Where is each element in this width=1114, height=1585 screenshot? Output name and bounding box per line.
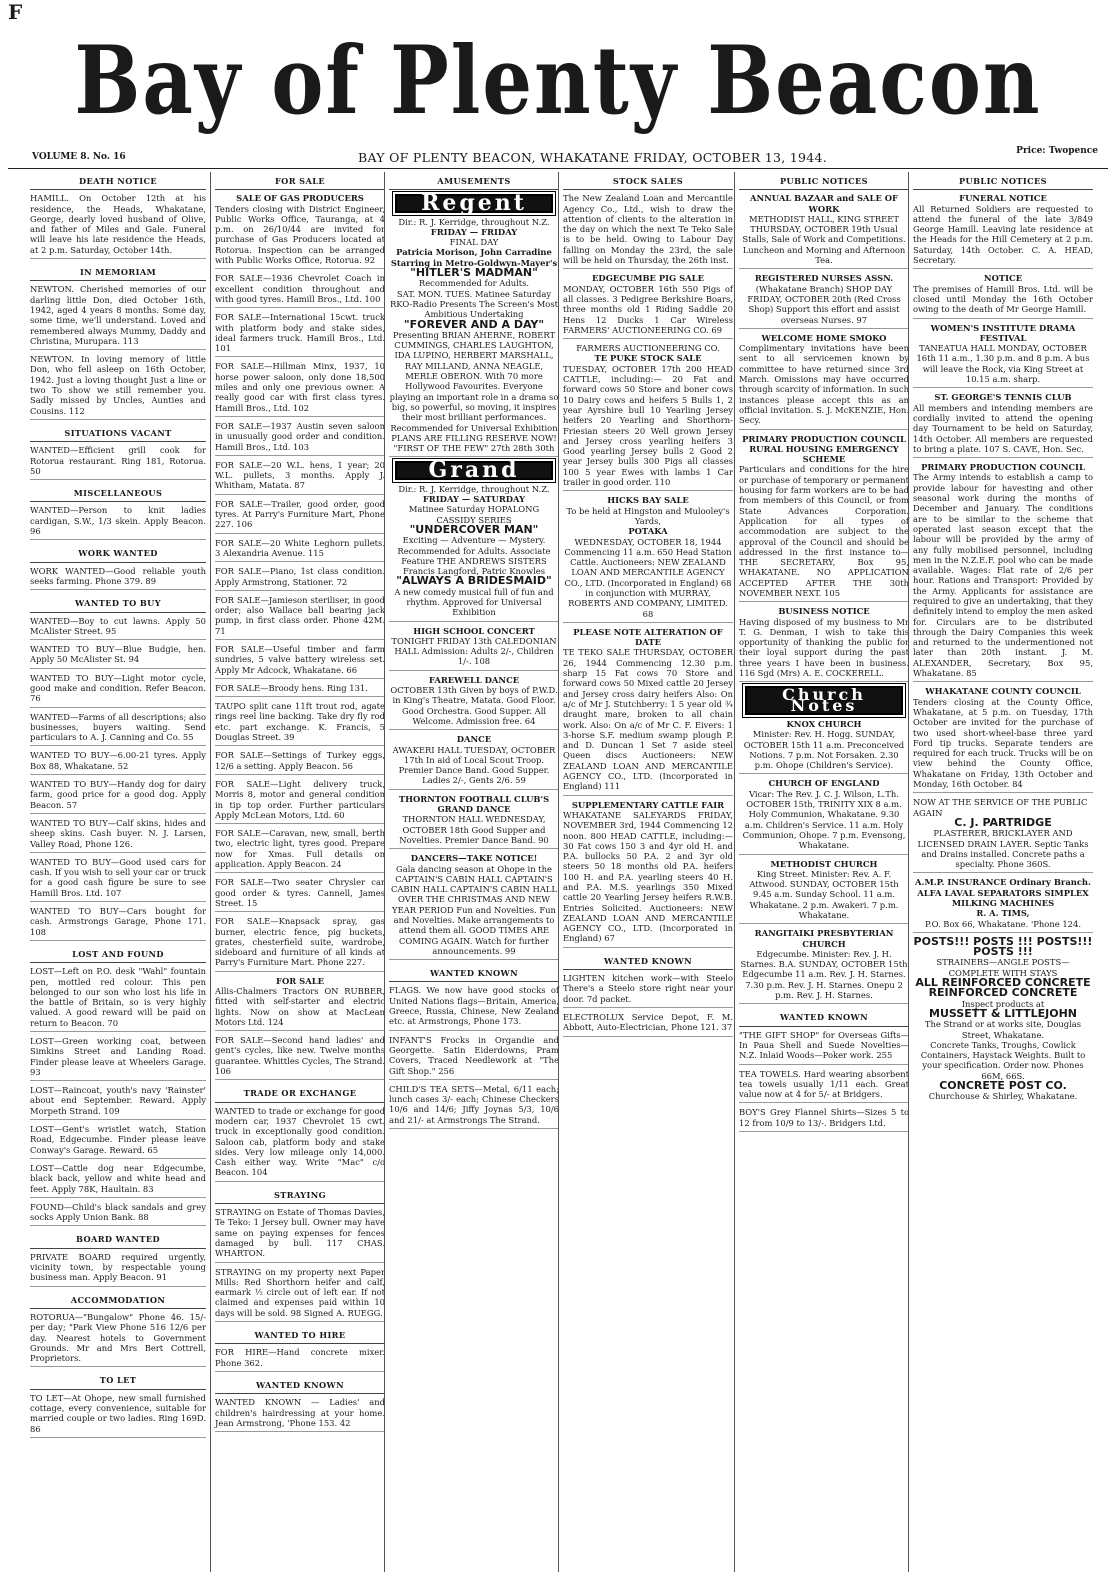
classified-item: FOR SALE—Piano, 1st class condition. Apply Armstrong, Stationer. 72: [215, 566, 385, 591]
sub-heading: WHAKATANE COUNTY COUNCIL: [925, 686, 1081, 697]
classified-item: "THE GIFT SHOP" for Overseas Gifts—In Paua Shell and Suede Novelties—N.Z. Inlaid Woods—Poker work. 255: [739, 1030, 909, 1065]
sub-heading: FAREWELL DANCE: [428, 674, 520, 685]
classified-item: FOR SALE—Jamieson steriliser, in good order; also Wallace ball bearing jack pump, in first class order. Phone 42M. 71: [215, 595, 385, 640]
church-notes-logo: Church Notes: [745, 686, 903, 715]
event-notice: THORNTON HALL WEDNESDAY, OCTOBER 18th Good Supper and Novelties. Premier Dance Band. 90: [389, 814, 559, 849]
advert-name: R. A. TIMS,: [976, 908, 1030, 919]
stock-notice: The New Zealand Loan and Mercantile Agency Co., Ltd., wish to draw the attention of clients to the alteration in the day on which the next Te Teko Sale is to be held. Owing to Labour Day falling on Monday the 23rd, the sale will be held on Thursday, the 26th inst.: [563, 193, 733, 269]
section-heading: PUBLIC NOTICES: [913, 172, 1093, 190]
classified-item: LOST—Left on P.O. desk "Wahl" fountain pen, mottled red colour. This pen belonged to our son who lost his life in the battle of Britain, so is very highly valued. A good reward will be paid on return to Beacon. 70: [30, 966, 206, 1032]
sub-heading: HICKS BAY SALE: [607, 495, 689, 506]
classified-item: TO LET—At Ohope, new small furnished cottage, every convenience, suitable for married couple or two ladies. Ring 169D. 86: [30, 1393, 206, 1438]
column-2: [210, 172, 389, 1572]
section-heading: WANTED TO BUY: [30, 594, 206, 612]
section-heading: MISCELLANEOUS: [30, 484, 206, 502]
film-title: "UNDERCOVER MAN": [409, 522, 539, 536]
sub-heading: DANCE: [456, 734, 492, 745]
sub-heading: FUNERAL NOTICE: [959, 193, 1047, 204]
sub-heading: HIGH SCHOOL CONCERT: [413, 625, 535, 636]
classified-item: WANTED—Efficient grill cook for Rotorua restaurant. Ring 181, Rotorua. 50: [30, 445, 206, 480]
classified-item: FOR SALE—Caravan, new, small, berth two, electric light, tyres good. Prepare now for Xmas. Full details on application. Apply Beacon. 24: [215, 828, 385, 873]
column-6: [908, 172, 1097, 1572]
event-notice: TONIGHT FRIDAY 13th CALEDONIAN HALL Admission: Adults 2/-, Children 1/-. 108: [389, 636, 559, 671]
issue-date: BAY OF PLENTY BEACON, WHAKATANE FRIDAY, OCTOBER 13, 1944.: [358, 150, 828, 165]
church-notice: Minister: Rev. H. Hogg. SUNDAY, OCTOBER 15th 11 a.m. Preconceived Notions. 7 p.m. Not Forsaken. 2.30 p.m. Ohope (Children's Service).: [739, 729, 909, 774]
section-heading: WANTED KNOWN: [215, 1376, 385, 1394]
cinema-days: FRIDAY — SATURDAY: [422, 494, 526, 505]
classified-item: FOR SALE—Second hand ladies' and gent's cycles, like new. Twelve months guarantee. Whittles Cycles, The Strand. 106: [215, 1035, 385, 1080]
sub-heading: FOR SALE: [276, 975, 324, 986]
section-heading: WANTED KNOWN: [389, 964, 559, 982]
public-notice: Particulars and conditions for the hire or purchase of temporary or permanent housing for farm workers are to be had from members of this Council, or from State Advances Corporation. Application for all types of accommodation are subject to the approval of the Council and should be addressed in the first instance to— THE SECRETARY, Box 95, WHAKATANE. NO APPLICATION ACCEPTED AFTER THE 30th NOVEMBER NEXT. 105: [739, 464, 909, 602]
church-notice: King Street. Minister: Rev. A. F. Attwood. SUNDAY, OCTOBER 15th 9.45 a.m. Sunday School. 11 a.m. Whakatane. 2 p.m. Awakeri. 7 p.m. Whakatane.: [739, 869, 909, 924]
classified-item: TEA TOWELS. Hard wearing absorbent tea towels usually 1/11 each. Great value now at 4 for 5/- at Bridgers.: [739, 1069, 909, 1104]
classified-item: FOR SALE—20 White Leghorn pullets. 3 Alexandria Avenue. 115: [215, 538, 385, 563]
stock-notice: To be held at Hingston and Mulooley's Yards,: [566, 505, 730, 526]
classified-item: FOR SALE—Useful timber and farm sundries, 5 valve battery wireless set. Apply Mr Adcock, Whakatane. 66: [215, 644, 385, 679]
public-notice: METHODIST HALL, KING STREET THURSDAY, OCTOBER 19th Usual Stalls, Sale of Work and Competitions. Luncheon and Morning and Afternoon Tea.: [739, 214, 909, 269]
sub-heading: WELCOME HOME SMOKO: [761, 332, 887, 343]
stock-notice: MONDAY, OCTOBER 16th 550 Pigs of all classes. 3 Pedigree Berkshire Boars, three months old 1 Riding Saddle 20 Hens 12 Ducks 1 Car Wireless FARMERS' AUCTIONEERING CO. 69: [563, 284, 733, 339]
film-title: "ALWAYS A BRIDESMAID": [396, 574, 552, 588]
event-notice: AWAKERI HALL TUESDAY, OCTOBER 17th In aid of Local Scout Troop. Premier Dance Band. Good Supper. Ladies 2/-, Gents 2/6. 59: [389, 745, 559, 790]
classified-item: LOST—Green working coat, between Simkins Street and Landing Road. Finder please leave at Wheelers Garage. 93: [30, 1036, 206, 1081]
cinema-director: Dir.: R. J. Kerridge, throughout N.Z.: [398, 483, 550, 494]
memoriam-item: NEWTON. In loving memory of little Don, who fell asleep on 16th October, 1942. Just a loving thought Just a line or two To show we still remember you. Sadly missed by Uncles, Aunties and Cousins. 112: [30, 354, 206, 420]
advert-headline: ALL REINFORCED CONCRETE REINFORCED CONCRETE: [915, 976, 1091, 1000]
advert-text: The Strand or at works site, Douglas Street, Whakatane.: [924, 1019, 1082, 1040]
event-notice: OCTOBER 13th Given by boys of P.W.D. in King's Theatre, Matata. Good Floor. Good Orchestra. Good Supper. All Welcome. Admission free. 64: [389, 685, 559, 730]
classified-item: STRAYING on Estate of Thomas Davies, Te Teko: 1 Jersey bull. Owner may have same on paying expenses for fences damaged by bull. 117 CHAS. WHARTON.: [215, 1207, 385, 1262]
dateline-bar: [8, 146, 1108, 169]
memoriam-item: NEWTON. Cherished memories of our darling little Don, died October 16th, 1942, aged 4 years 8 months. Some day, some time, we'll understand. Loved and remembered always Mummy, Daddy and Christina, Murupara. 113: [30, 284, 206, 350]
section-heading: WANTED KNOWN: [739, 1008, 909, 1026]
classified-item: PRIVATE BOARD required urgently, vicinity town, by respectable young business man. Apply Beacon. 91: [30, 1252, 206, 1287]
event-notice: Gala dancing season at Ohope in the CAPTAIN'S CABIN HALL CAPTAIN'S CABIN HALL CAPTAIN'S CABIN HALL OVER THE CHRISTMAS AND NEW YEAR PERIOD Fun and Novelties. Fun and Novelties. Make arrangements to attend them all. GOOD TIMES ARE COMING AGAIN. Watch for further announcements. 99: [389, 864, 559, 961]
column-3: [384, 172, 563, 1572]
classified-item: BOY'S Grey Flannel Shirts—Sizes 5 to 12 from 10/9 to 13/-. Bridgers Ltd.: [739, 1107, 909, 1132]
classified-item: FOR HIRE—Hand concrete mixer. Phone 362.: [215, 1347, 385, 1372]
sub-heading: METHODIST CHURCH: [770, 858, 878, 869]
advert-text: NOW AT THE SERVICE OF THE PUBLIC AGAIN: [913, 797, 1088, 818]
classified-item: FOR SALE—1937 Austin seven saloon in unusually good order and condition. Hamill Bros., Ltd. 103: [215, 421, 385, 456]
stock-notice: FARMERS AUCTIONEERING CO.: [576, 343, 720, 354]
classified-item: Tenders closing with District Engineer, Public Works Office, Tauranga, at 4 p.m. on 26/10/44 are invited for purchase of Gas Producers located at Rotorua. Inspection can be arranged with Public Works Office, Rotorua. 92: [215, 204, 385, 270]
price: Price: Twopence: [1016, 146, 1098, 156]
section-heading: TO LET: [30, 1371, 206, 1389]
classified-item: LIGHTEN kitchen work—with Steelo There's a Steelo store right near your door. 7d packet.: [563, 973, 733, 1008]
column-1: [30, 172, 210, 1572]
advert-text: A.M.P. INSURANCE Ordinary Branch. ALFA LAVAL SEPARATORS SIMPLEX MILKING MACHINES: [915, 877, 1091, 908]
public-notice: TANEATUA HALL MONDAY, OCTOBER 16th 11 a.m., 1.30 p.m. and 8 p.m. A bus will leave the Rock, via King Street at 10.15 a.m. sharp.: [913, 343, 1093, 388]
cinema-days: FRIDAY — FRIDAY: [430, 226, 518, 237]
classified-item: FOR SALE—1936 Chevrolet Coach in excellent condition throughout and with good tyres. Hamill Bros., Ltd. 100: [215, 273, 385, 308]
stock-notice: TE TEKO SALE THURSDAY, OCTOBER 26, 1944 Commencing 12.30 p.m. sharp 15 Fat cows 70 Store and forward cows 50 Mixed cattle 20 Jersey and Jersey cross dairy heifers Also: On a/c of Mr J. Stutchberry: 1 5 year old ¾ draught mare, broken to all chain work. Also: On a/c of Mr C. F. Eivers: 1 3-horse S.F. medium swamp plough P. and D. Duncan 1 Set 7 aside steel Queen discs Auctioneers: NEW ZEALAND LOAN AND MERCANTILE AGENCY CO., LTD. (Incorporated in England) 111: [563, 647, 733, 795]
sub-heading: THORNTON FOOTBALL CLUB'S GRAND DANCE: [398, 793, 550, 815]
classified-item: LOST—Cattle dog near Edgecumbe, black back, yellow and white head and feet. Apply 78K, Haultain. 83: [30, 1163, 206, 1198]
sub-heading: CHURCH OF ENGLAND: [768, 778, 880, 789]
section-heading: IN MEMORIAM: [30, 263, 206, 281]
cinema-text: Recommended for Universal Exhibition: [390, 422, 558, 433]
classified-item: WANTED TO BUY—Cars bought for cash. Armstrongs Garage, Phone 171. 108: [30, 906, 206, 941]
death-notice: HAMILL. On October 12th at his residence, the Heads, Whakatane, George, dearly loved husband of Olive, and father of Miles and Gale. Funeral will leave his late residence the Heads, at 2 p.m. Saturday, October 14th.: [30, 193, 206, 259]
masthead: [8, 22, 1108, 152]
section-heading: DEATH NOTICE: [30, 172, 206, 190]
classified-item: WANTED TO BUY—Calf skins, hides and sheep skins. Cash buyer. N. J. Larsen, Valley Road, Phone 126.: [30, 818, 206, 853]
section-heading: FOR SALE: [215, 172, 385, 190]
regent-logo: Regent: [395, 194, 553, 212]
classified-item: FOR SALE—International 15cwt. truck with platform body and stake sides, ideal farmers truck. Hamill Bros., Ltd. 101: [215, 312, 385, 357]
classified-item: LOST—Raincoat, youth's navy 'Rainster' about end September. Reward. Apply Morpeth Strand. 109: [30, 1085, 206, 1120]
section-heading: AMUSEMENTS: [389, 172, 559, 190]
section-heading: STRAYING: [215, 1186, 385, 1204]
advert-text: PLASTERER, BRICKLAYER AND LICENSED DRAIN LAYER. Septic Tanks and Drains installed. Concrete paths a specialty. Phone 360S.: [913, 828, 1093, 873]
section-heading: TRADE OR EXCHANGE: [215, 1084, 385, 1102]
sub-heading: PLEASE NOTE ALTERATION OF DATE: [573, 626, 723, 648]
classified-item: WANTED KNOWN — Ladies' and children's hairdressing at your home. Jean Armstrong, 'Phone 153. 42: [215, 1397, 385, 1432]
classified-item: WANTED—Farms of all descriptions; also businesses, buyers waiting. Send particulars to A. J. Canning and Co. 55: [30, 712, 206, 747]
advert-text: Concrete Tanks, Troughs, Cowlick Containers, Haystack Weights. Built to your specification. Order now. Phones 66M, 66S.: [920, 1039, 1086, 1081]
classified-item: FOR SALE—Two seater Chrysler car good order & tyres. Cannell, James Street. 15: [215, 877, 385, 912]
cinema-text: FINAL DAY: [449, 237, 499, 248]
sub-heading: PRIMARY PRODUCTION COUNCIL: [921, 462, 1085, 473]
cinema-text: PLANS ARE FILLING RESERVE NOW! "FIRST OF THE FEW" 27th 28th 30th: [389, 433, 559, 458]
classified-item: FOR SALE—Knapsack spray, gas burner, electric fence, pig buckets, grates, chesterfield suite, wardrobe, sideboard and furniture of all kinds at Parry's Furniture Mart. Phone 227.: [215, 916, 385, 971]
advert-text: Churchouse & Shirley, Whakatane.: [928, 1091, 1078, 1102]
church-notice: Vicar: The Rev. J. C. J. Wilson, L.Th. OCTOBER 15th, TRINITY XIX 8 a.m. Holy Communion, Whakatane. 9.30 a.m. Children's Service. 11 a.m. Holy Communion, Ohope. 7 p.m. Evensong, Whakatane.: [739, 789, 909, 855]
classified-item: FOR SALE—Broody hens. Ring 131.: [215, 683, 385, 697]
public-notice: All Returned Soldiers are requested to attend the funeral of the late 3/849 George Hamill. Leaving late residence at the Heads for the Hill Cemetery at 2 p.m. Saturday, 14th October. C. A. HEAD, Secretary.: [913, 204, 1093, 270]
sub-heading: WOMEN'S INSTITUTE DRAMA FESTIVAL: [930, 322, 1076, 343]
sub-heading: SUPPLEMENTARY CATTLE FAIR: [571, 799, 725, 810]
public-notice: (Whakatane Branch) SHOP DAY FRIDAY, OCTOBER 20th (Red Cross Shop) Support this effort and assist overseas Nurses. 97: [739, 284, 909, 329]
section-heading: LOST AND FOUND: [30, 945, 206, 963]
public-notice: Having disposed of my business to Mr T. G. Denman, I wish to take this opportunity of thanking the public for their loyal support during the past three years I have been in business. 116 Sgd (Mrs) A. E. COCKERELL.: [739, 617, 909, 683]
public-notice: The premises of Hamill Bros. Ltd. will be closed until Monday the 16th October owing to the death of Mr George Hamill.: [913, 284, 1093, 319]
classified-item: STRAYING on my property next Paper Mills: Red Shorthorn heifer and calf, earmark ½ circle out of left ear. If not claimed and expenses paid within 10 days will be sold. 98 Signed A. RUEGG.: [215, 1267, 385, 1322]
sub-heading: DANCERS—TAKE NOTICE!: [410, 853, 538, 864]
sub-heading: REGISTERED NURSES ASSN.: [754, 273, 894, 284]
classified-item: WANTED TO BUY—Good used cars for cash. If you wish to sell your car or truck for a good cash figure be sure to see Hamill Bros. Ltd. 107: [30, 857, 206, 902]
public-notice: Tenders closing at the County Office, Whakatane, at 5 p.m. on Tuesday, 17th October are invited for the purchase of two used short-wheel-base three yard Ford tip trucks. Separate tenders are required for each truck. Trucks will be on view behind the County Office, Whakatane on Friday, 13th October and Monday, 16th October. 84: [913, 697, 1093, 794]
cinema-director: Dir.: R. J. Kerridge, throughout N.Z.: [398, 216, 550, 227]
public-notice: All members and intending members are cordially invited to attend the opening day Tournament to be held on Saturday, 14th October. All members are requested to bring a plate. 107 S. CAVE, Hon. Sec.: [913, 403, 1093, 458]
classified-item: WANTED—Person to knit ladies cardigan, S.W., 1/3 skein. Apply Beacon. 96: [30, 505, 206, 540]
stock-notice: WHAKATANE SALEYARDS FRIDAY, NOVEMBER 3rd, 1944 Commencing 12 noon. 800 HEAD CATTLE, including:— 30 Fat cows 150 3 and 4yr old H. and P.A. bullocks 50 P.A. 2 and 3yr old steers 50 18 months old P.A. heifers 100 H. and P.A. yearling steers 40 H. and P.A. M.S. yearlings 350 Mixed cattle 20 Yearling Jersey heifers R.W.B. Entries Solicited. Auctioneers: NEW ZEALAND LOAN AND MERCANTILE AGENCY CO., LTD. (Incorporated in England) 67: [563, 810, 733, 948]
section-heading: STOCK SALES: [563, 172, 733, 190]
advert-text: Inspect products at: [961, 998, 1045, 1009]
classified-item: FOR SALE—20 W.L. hens, 1 year; 20 W.L. pullets, 3 months. Apply J. Whitham, Matata. 87: [215, 460, 385, 495]
classified-item: WORK WANTED—Good reliable youth seeks farming. Phone 379. 89: [30, 566, 206, 591]
section-heading: PUBLIC NOTICES: [739, 172, 909, 190]
sub-heading: BUSINESS NOTICE: [778, 606, 870, 617]
column-5: [734, 172, 913, 1572]
classified-item: FOR SALE—Trailer, good order, good tyres. At Parry's Furniture Mart, Phone 227. 106: [215, 499, 385, 534]
classified-item: FOR SALE—Light delivery truck, Morris 8, motor and general condition in tip top order. Further particulars Apply McLean Motors, Ltd. 60: [215, 779, 385, 824]
sub-heading: RANGITAIKI PRESBYTERIAN CHURCH: [754, 928, 894, 949]
classified-item: WANTED TO BUY—6.00-21 tyres. Apply Box 88, Whakatane. 52: [30, 750, 206, 775]
classified-item: ROTORUA—"Bungalow" Phone 46. 15/- per day; "Park View Phone 516 12/6 per day. Nearest hotels to Government Grounds. Mr and Mrs Bert Cottrell, Proprietors.: [30, 1312, 206, 1367]
sub-heading: PRIMARY PRODUCTION COUNCIL RURAL HOUSING EMERGENCY SCHEME: [742, 433, 906, 465]
sub-heading: POTAKA: [628, 526, 668, 537]
classified-item: FOUND—Child's black sandals and grey socks Apply Union Bank. 88: [30, 1202, 206, 1227]
sub-heading: TE PUKE STOCK SALE: [594, 353, 702, 364]
cinema-text: Patricia Morison, John Carradine Starring in Metro-Goldwyn-Mayer's: [390, 247, 558, 268]
newspaper-page: [8, 0, 1108, 1585]
classified-item: TAUPO split cane 11ft trout rod, agate rings reel line backing. Take dry fly rod etc. part exchange. K. Francis, 5 Douglas Street. 39: [215, 701, 385, 746]
sub-heading: EDGECUMBE PIG SALE: [592, 273, 704, 284]
advert-text: P.O. Box 66, Whakatane. 'Phone 124.: [913, 919, 1093, 933]
classified-item: WANTED TO BUY—Light motor cycle, good make and condition. Refer Beacon. 76: [30, 673, 206, 708]
sub-heading: NOTICE: [983, 273, 1023, 284]
column-4: [558, 172, 737, 1572]
advert-name: CONCRETE POST CO.: [939, 1079, 1067, 1093]
public-notice: Complimentary invitations have been sent to all servicemen known by committee to have returned since 3rd March. Omissions may have occurred through scarcity of information. In such instances please accept this as an official invitation. S. J. McKENZIE, Hon. Secy.: [739, 343, 909, 429]
classified-item: INFANT'S Frocks in Organdie and Georgette. Satin Eiderdowns, Pram Covers, Traced Needlework at "The Gift Shop." 256: [389, 1035, 559, 1080]
classified-item: WANTED—Boy to cut lawns. Apply 50 McAlister Street. 95: [30, 616, 206, 641]
classified-item: WANTED to trade or exchange for good modern car, 1937 Chevrolet 15 cwt. truck in exceptionally good condition. Saloon cab, platform body and stake sides. Very low mileage only 14,000. Cash either way. Write "Mac" c/o Beacon. 104: [215, 1106, 385, 1182]
film-title: "FOREVER AND A DAY": [403, 317, 545, 331]
section-heading: BOARD WANTED: [30, 1230, 206, 1248]
corner-mark: F: [8, 0, 23, 24]
cinema-text: Exciting — Adventure — Mystery. Recommended for Adults. Associate Feature THE ANDREWS SISTERS Francis Langford, Patric Knowles: [397, 535, 551, 577]
newspaper-title: Bay of Plenty Beacon: [74, 26, 1042, 136]
section-heading: SITUATIONS VACANT: [30, 424, 206, 442]
cinema-text: Presenting BRIAN AHERNE, ROBERT CUMMINGS, CHARLES LAUGHTON, IDA LUPINO, HERBERT MARSHALL, RAY MILLAND, ANNA NEAGLE, MERLE OBERON. With 70 more Hollywood Favourites. Everyone playing an important role in a drama so big, so powerful, so moving, it inspires their most brilliant performances.: [389, 329, 559, 423]
sub-heading: ANNUAL BAZAAR and SALE OF WORK: [750, 193, 898, 214]
stock-notice: TUESDAY, OCTOBER 17th 200 HEAD CATTLE, including:— 20 Fat and forward cows 50 Store and boner cows 10 Dairy cows and heifers 5 Bulls 1, 2 year Ayrshire bull 10 Yearling Jersey heifers 20 Yearling and Shorthorn-Friesian steers 20 Well grown Jersey and Jersey cross yearling heifers 3 Good yearling Jersey bulls 2 Good 2 year Jersey bulls 300 Pigs all classes 100 5 year Ewes with lambs 1 Car trailer in good order. 110: [563, 364, 733, 492]
public-notice: The Army intends to establish a camp to provide labour for havesting and other seasonal work during the months of December and January. The conditions are to be similar to the scheme that operated last season except that the labour will be provided by the army of any fully mobilised personnel, including men in the N.Z.E.F. pool who can be made available. Wages: Flat rate of 2/6 per hour. Rations and Transport: Provided by the Army. Applicants for assistance are required to give an undertaking, that they definitely intend to employ the men asked for. Circulars are to be distributed through the Dairy Companies this week and returned to the undermentioned not later than 20th instant. J. M. ALEXANDER, Secretary, Box 95, Whakatane. 85: [913, 472, 1093, 682]
volume-number: VOLUME 8. No. 16: [32, 152, 126, 162]
classified-item: CHILD'S TEA SETS—Metal, 6/11 each; lunch cases 3/- each; Chinese Checkers 10/6 and 14/6; Jiffy Joynas 5/3, 10/6 and 21/- at Armstrongs The Strand.: [389, 1084, 559, 1129]
columns: [30, 172, 1108, 1572]
classified-item: FLAGS. We now have good stocks of United Nations flags—Britain, America, Greece, Russia, Chinese, New Zealand etc. at Armstrongs, Phone 173.: [389, 985, 559, 1030]
advert-text: STRAINERS—ANGLE POSTS— COMPLETE WITH STAYS: [936, 957, 1070, 978]
classified-item: LOST—Gent's wristlet watch, Station Road, Edgecumbe. Finder please leave Conway's Garage. Reward. 65: [30, 1124, 206, 1159]
grand-logo: Grand: [395, 461, 553, 479]
cinema-text: Recommended for Adults.: [418, 278, 530, 289]
classified-item: FOR SALE—Settings of Turkey eggs, 12/6 a setting. Apply Beacon. 56: [215, 750, 385, 775]
stock-notice: WEDNESDAY, OCTOBER 18, 1944 Commencing 11 a.m. 650 Head Station Cattle. Auctioneers: NEW ZEALAND LOAN AND MERCANTILE AGENCY CO., LTD. (Incorporated in England) 68 in conjunction with MURRAY, ROBERTS AND COMPANY, LIMITED. 68: [563, 537, 733, 623]
sub-heading: KNOX CHURCH: [786, 718, 862, 729]
section-heading: ACCOMMODATION: [30, 1291, 206, 1309]
classified-item: WANTED TO BUY—Handy dog for dairy farm, good price for a good dog. Apply Beacon. 57: [30, 779, 206, 814]
sub-heading: ST. GEORGE'S TENNIS CLUB: [934, 392, 1072, 403]
cinema-text: SAT. MON. TUES. Matinee Saturday RKO-Radio Presents The Screen's Most Ambitious Undertaking: [389, 288, 559, 320]
classified-item: WANTED TO BUY—Blue Budgie, hen. Apply 50 McAlister St. 94: [30, 644, 206, 669]
cinema-text: Matinee Saturday HOPALONG CASSIDY SERIES: [408, 504, 540, 525]
advert-name: C. J. PARTRIDGE: [954, 815, 1052, 829]
cinema-text: A new comedy musical full of fun and rhythm. Approved for Universal Exhibition: [389, 587, 559, 622]
section-heading: WANTED KNOWN: [563, 952, 733, 970]
advert-headline: POSTS!!! POSTS !!! POSTS!!! POSTS !!!: [913, 934, 1093, 959]
advert-name: MUSSETT & LITTLEJOHN: [929, 1006, 1077, 1020]
church-notice: Edgecumbe. Minister: Rev. J. H. Starnes. B.A. SUNDAY, OCTOBER 15th Edgecumbe 11 a.m. Rev. J. H. Starnes. 7.30 p.m. Rev. J. H. Starnes. Onepu 2 p.m. Rev. J. H. Starnes.: [739, 949, 909, 1004]
classified-item: Allis-Chalmers Tractors ON RUBBER, fitted with self-starter and electric lights. Now on show at MacLean Motors Ltd. 124: [215, 986, 385, 1031]
section-heading: WANTED TO HIRE: [215, 1326, 385, 1344]
classified-item: ELECTROLUX Service Depot, F. M. Abbott, Auto-Electrician, Phone 121. 37: [563, 1012, 733, 1037]
section-heading: WORK WANTED: [30, 544, 206, 562]
sub-heading: SALE OF GAS PRODUCERS: [236, 193, 364, 204]
classified-item: FOR SALE—Hillman Minx, 1937, 10 horse power saloon, only done 18,500 miles and only one previous owner. A really good car with first class tyres. Hamill Bros., Ltd. 102: [215, 361, 385, 416]
film-title: "HITLER'S MADMAN": [410, 266, 538, 280]
